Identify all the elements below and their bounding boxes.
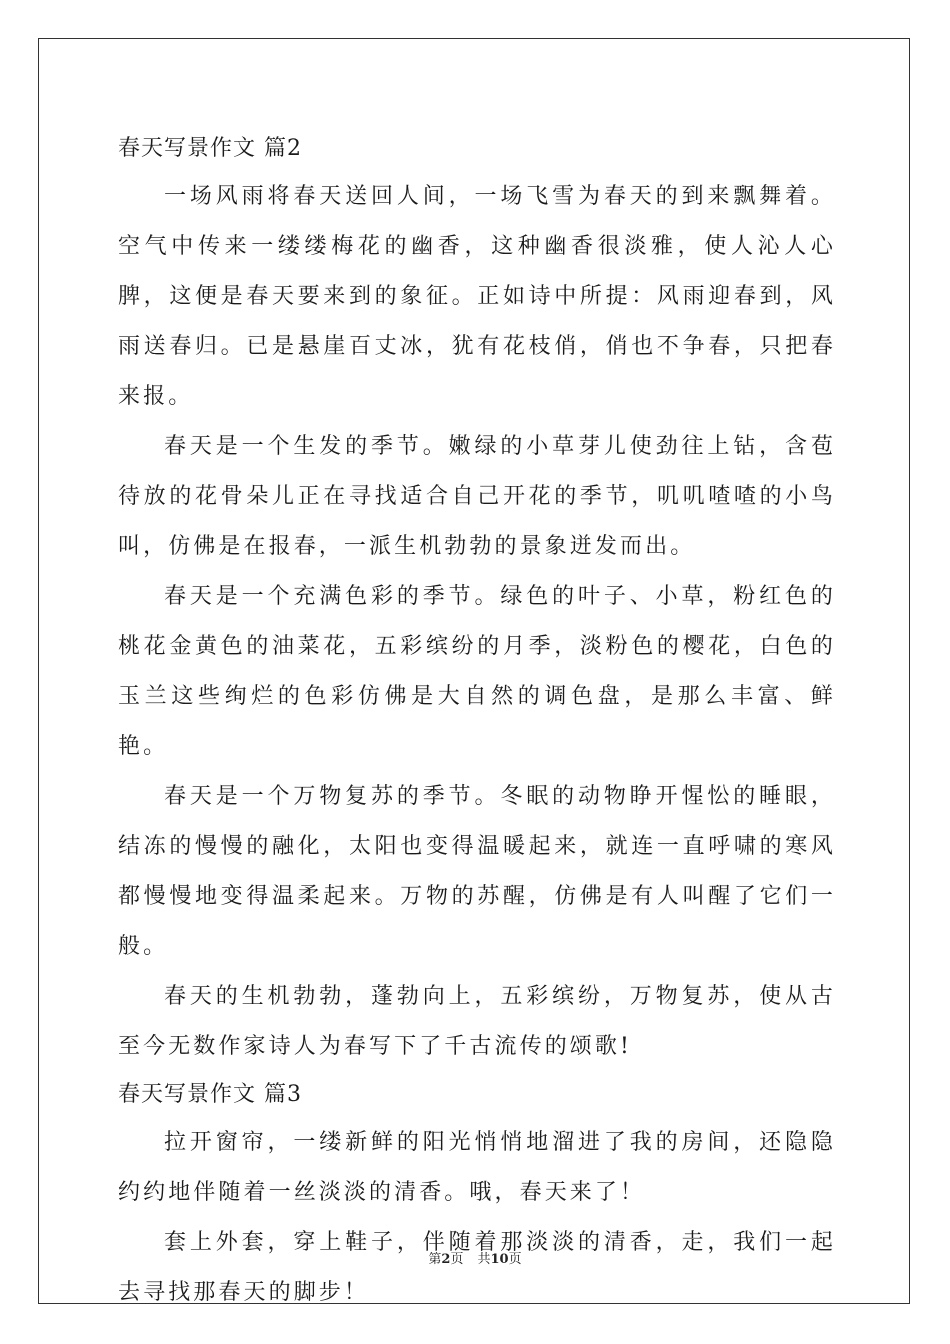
section-2 [118,126,836,1072]
paragraph: 一场风雨将春天送回人间，一场飞雪为春天的到来飘舞着。空气中传来一缕缕梅花的幽香，这种幽香很淡雅，使人沁人心脾，这便是春天要来到的象征。正如诗中所提：风雨迎春到，风雨送春归。已是悬崖百丈冰，犹有花枝俏，俏也不争春，只把春来报。 [118,184,836,409]
section-3 [118,1072,836,1318]
footer-page-suffix: 页 [450,1252,464,1267]
paragraph: 春天的生机勃勃，蓬勃向上，五彩缤纷，万物复苏，使从古至今无数作家诗人为春写下了千古流传的颂歌! [118,984,836,1059]
current-page-number: 2 [441,1252,451,1267]
paragraph: 春天是一个充满色彩的季节。绿色的叶子、小草，粉红色的桃花金黄色的油菜花，五彩缤纷的月季，淡粉色的樱花，白色的玉兰这些绚烂的色彩仿佛是大自然的调色盘，是那么丰富、鲜艳。 [118,584,836,759]
total-pages-number: 10 [490,1252,509,1267]
page-footer [0,1248,950,1267]
footer-total-prefix: 共 [477,1252,491,1267]
paragraph: 春天是一个生发的季节。嫩绿的小草芽儿使劲往上钻，含苞待放的花骨朵儿正在寻找适合自己开花的季节，叽叽喳喳的小鸟叫，仿佛是在报春，一派生机勃勃的景象迸发而出。 [118,434,836,559]
paragraph: 春天是一个万物复苏的季节。冬眠的动物睁开惺忪的睡眼，结冻的慢慢的融化，太阳也变得温暖起来，就连一直呼啸的寒风都慢慢地变得温柔起来。万物的苏醒，仿佛是有人叫醒了它们一般。 [118,784,836,959]
paragraph: 拉开窗帘，一缕新鲜的阳光悄悄地溜进了我的房间，还隐隐约约地伴随着一丝淡淡的清香。哦，春天来了！ [118,1130,836,1205]
section-heading: 春天写景作文 篇2 [118,136,302,161]
section-heading: 春天写景作文 篇3 [118,1082,302,1107]
footer-total-suffix: 页 [508,1252,522,1267]
document-body [118,126,836,1318]
paragraph: 套上外套，穿上鞋子，伴随着那淡淡的清香，走，我们一起去寻找那春天的脚步！ [118,1230,836,1305]
footer-prefix: 第 [428,1252,442,1267]
